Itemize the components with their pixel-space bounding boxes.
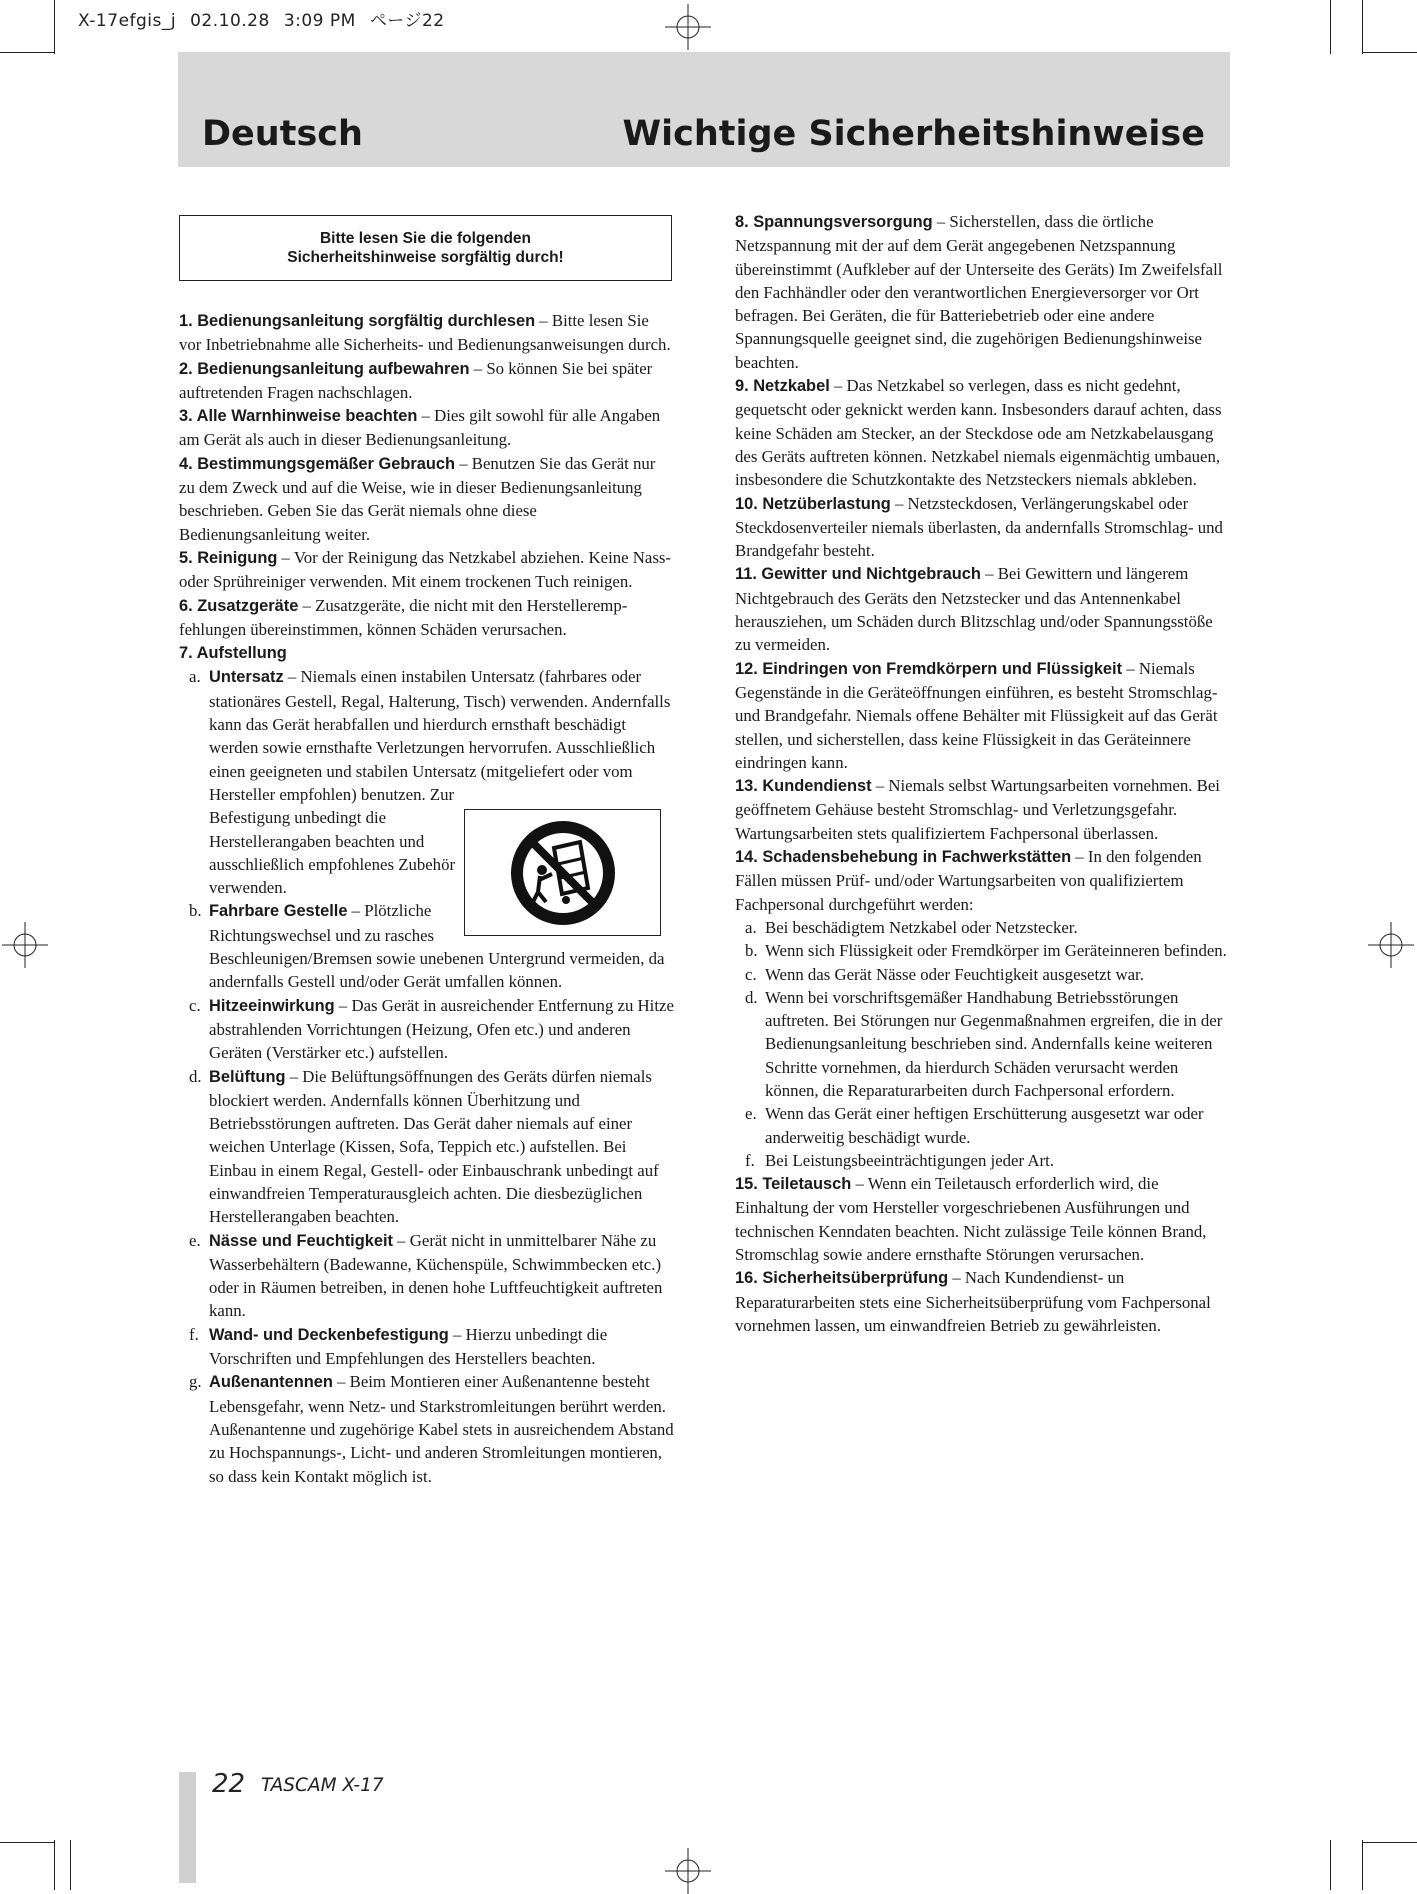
sub-item-d (179, 1065, 675, 1229)
registration-mark-icon (1368, 922, 1414, 968)
safety-item-1 (179, 309, 675, 357)
item-heading: Belüftung (209, 1067, 286, 1086)
item-text: – Vor der Reinigung das Netzkabel abziehen. Keine Nass- oder Sprühreiniger verwenden. Mit einem trockenen Tuch reinigen. (179, 547, 671, 592)
safety-item-10 (735, 492, 1231, 563)
notice-box (179, 215, 672, 281)
sub-item-c (179, 994, 675, 1065)
sub-marker: f. (189, 1324, 199, 1344)
sub-marker: a. (189, 667, 201, 687)
safety-item-8 (735, 210, 1231, 374)
item-heading: Untersatz (209, 668, 284, 687)
crop-mark (1362, 1842, 1417, 1843)
item-heading: Nässe und Feuchtigkeit (209, 1231, 393, 1250)
sub-marker: f. (745, 1150, 755, 1170)
item-heading: 14. Schadensbehebung in Fachwerkstätten (735, 848, 1072, 867)
slug-file: X-17efgis_j (78, 11, 177, 31)
sub-item-b-wrap (179, 806, 675, 993)
item-text: – Gerät nicht in unmittelbarer Nähe zu Wasserbehältern (Badewanne, Küchenspüle, Schwimmbecken etc.) oder in Räumen betreiben, in denen hohe Luftfeuchtigkeit auftreten kann. (209, 1230, 663, 1321)
item-text: – Niemals selbst Wartungsarbeiten vornehmen. Bei geöffnetem Gehäuse besteht Stromschlag- und Verletzungsgefahr. Wartungsarbeiten stets qualifiziertem Fachpersonal überlassen. (735, 776, 1220, 843)
sub-item-14b (735, 939, 1231, 962)
crop-mark (1330, 0, 1331, 54)
item-text: Bei Leistungsbeeinträchtigungen jeder Art. (765, 1150, 1054, 1170)
safety-item-4 (179, 452, 675, 546)
sub-marker: e. (745, 1104, 757, 1124)
item-text: – Bitte lesen Sie vor Inbetriebnahme alle Sicherheits- und Bedienungsanweisungen durch. (179, 311, 671, 355)
item-heading: 7. Aufstellung (179, 644, 287, 663)
safety-item-15 (735, 1172, 1231, 1266)
crop-mark (54, 0, 55, 54)
right-column (735, 210, 1231, 1337)
item-heading: 3. Alle Warnhinweise beachten (179, 407, 418, 426)
slug-time: 3:09 PM (283, 11, 356, 31)
item-heading: 9. Netzkabel (735, 377, 830, 396)
item-heading: Fahrbare Gestelle (209, 902, 348, 921)
slug-page: ページ22 (369, 11, 445, 31)
brand-label: TASCAM X-17 (261, 1775, 384, 1796)
crop-mark (1362, 0, 1363, 54)
print-slug (78, 6, 459, 31)
item-heading: 10. Netzüberlastung (735, 494, 891, 513)
item-text: Wenn bei vorschriftsgemäßer Handhabung Betriebsstörungen auftreten. Bei Störungen nur Gegenmaßnahmen ergreifen, die in der Bedienungsanleitung beschrieben sind. Andernfalls keine weiteren Schritte vornehmen, da hierdurch Schäden verursacht werden können, die Reparaturarbeiten durch Fachpersonal erfordern. (765, 987, 1223, 1100)
item-heading: 15. Teiletausch (735, 1175, 852, 1194)
crop-mark (1362, 1840, 1363, 1890)
safety-item-12 (735, 657, 1231, 774)
safety-item-11 (735, 562, 1231, 656)
page-title: Wichtige Sicherheitshinweise (622, 114, 1205, 154)
item-text: Wenn das Gerät einer heftigen Erschütterung ausgesetzt war oder anderweitig beschädigt wurde. (765, 1104, 1204, 1147)
item-text: Bei beschädigtem Netzkabel oder Netzstecker. (765, 917, 1078, 937)
sub-item-14f (735, 1149, 1231, 1172)
registration-mark-icon (665, 4, 711, 50)
sub-marker: g. (189, 1372, 202, 1392)
sub-marker: c. (189, 995, 201, 1015)
item-text: – Zusatzgeräte, die nicht mit den Herstelleremp-fehlungen übereinstimmen, können Schäden verursachen. (179, 595, 628, 639)
item-text: – Plötzliche Richtungswechsel und zu rasches Beschleunigen/Bremsen sowie unebenen Untergrund vermeiden, da andernfalls Gestell und/oder Gerät umfallen können. (209, 901, 665, 992)
sub-marker: b. (189, 901, 202, 921)
item-heading: 11. Gewitter und Nichtgebrauch (735, 565, 981, 584)
item-heading: Hitzeeinwirkung (209, 996, 335, 1015)
sub-marker: a. (745, 917, 757, 937)
safety-item-2 (179, 357, 675, 405)
item-text: – Sicherstellen, dass die örtliche Netzspannung mit der auf dem Gerät angegebenen Netzspannung übereinstimmt (Aufkleber auf der Unterseite des Geräts) Im Zweifelsfall den Fachhändler oder den verantwortlichen Energieversorger vor Ort befragen. Bei Geräten, die für Batteriebetrieb oder eine andere Spannungsquelle geeignet sind, die zugehörigen Bedienungshinweise beachten. (735, 212, 1223, 372)
item-text: – Dies gilt sowohl für alle Angaben am Gerät als auch in dieser Bedienungsanleitung. (179, 406, 661, 450)
item-text: – Nach Kundendienst- un Reparaturarbeiten stets eine Sicherheitsüberprüfung vom Fachpersonal vornehmen lassen, um einwandfreien Betrieb zu gewährleisten. (735, 1268, 1211, 1335)
sub-marker: b. (745, 941, 758, 961)
registration-mark-icon (665, 1848, 711, 1894)
crop-mark (70, 1840, 71, 1890)
sub-item-e (179, 1229, 675, 1323)
sub-item-14d (735, 986, 1231, 1102)
item-heading: 4. Bestimmungsgemäßer Gebrauch (179, 454, 455, 473)
sub-item-14c (735, 963, 1231, 986)
page-number: 22 (212, 1769, 246, 1799)
sub-item-a (179, 665, 675, 806)
safety-item-7 (179, 641, 675, 665)
sub-item-f (179, 1323, 675, 1371)
item-text: – So können Sie bei später auftretenden Fragen nachschlagen. (179, 358, 653, 402)
footer-bar (179, 1772, 196, 1883)
item-heading: 8. Spannungsversorgung (735, 213, 933, 231)
sub-item-14e (735, 1102, 1231, 1149)
item-heading: 6. Zusatzgeräte (179, 596, 299, 615)
crop-mark (1330, 1840, 1331, 1890)
sub-marker: e. (189, 1230, 201, 1250)
item-text: – Das Netzkabel so verlegen, dass es nicht gedehnt, gequetscht oder geknickt werden kann. Insbesonders darauf achten, dass keine Schäden am Stecker, an der Steckdose ode am Netzkabelausgang des Geräts auftreten können. Netzkabel niemals eigenmächtig umbauen, insbesondere die Schutzkontakte des Netzsteckers niemals abkleben. (735, 376, 1222, 490)
item-heading: 12. Eindringen von Fremdkörpern und Flüssigkeit (735, 659, 1123, 678)
item-heading: 16. Sicherheitsüberprüfung (735, 1269, 949, 1288)
safety-item-5 (179, 546, 675, 594)
item-text: Befestigung unbedingt die Herstellerangaben beachten und ausschließlich empfohlenes Zubehör verwenden. (209, 808, 456, 898)
sub-item-b (179, 899, 675, 993)
sub-marker: d. (189, 1066, 202, 1086)
crop-mark (54, 1840, 55, 1890)
safety-item-3 (179, 404, 675, 452)
item-text: – Benutzen Sie das Gerät nur zu dem Zweck und auf die Weise, wie in dieser Bedienungsanleitung beschrieben. Geben Sie das Gerät niemals ohne diese Bedienungsanleitung weiter. (179, 453, 656, 544)
safety-item-13 (735, 774, 1231, 845)
registration-mark-icon (2, 922, 48, 968)
sub-marker: d. (745, 987, 758, 1007)
safety-item-14 (735, 845, 1231, 916)
item-text: – Die Belüftungsöffnungen des Geräts dürfen niemals blockiert werden. Andernfalls können Überhitzung und Betriebsstörungen auftreten. Das Gerät daher niemals auf einer weichen Unterlage (Kissen, Sofa, Teppich etc.) aufstellen. Bei Einbau in einem Regal, Gestell- oder Einbauschrank unbedingt auf einwandfreien Temperaturausgleich achten. Die diesbezüglichen Herstellerangaben beachten. (209, 1066, 659, 1227)
safety-item-6 (179, 594, 675, 642)
item-heading: Außenantennen (209, 1373, 333, 1392)
item-text: – Beim Montieren einer Außenantenne besteht Lebensgefahr, wenn Netz- und Starkstromleitungen berührt werden. Außenantenne und zugehörige Kabel stets in ausreichendem Abstand zu Hochspannungs-, Licht- und anderen Stromleitungen montieren, so dass kein Kontakt möglich ist. (209, 1372, 674, 1486)
language-title: Deutsch (202, 114, 363, 154)
item-text: Wenn sich Flüssigkeit oder Fremdkörper im Geräteinneren befinden. (765, 941, 1227, 961)
item-heading: 5. Reinigung (179, 548, 278, 567)
item-heading: 1. Bedienungsanleitung sorgfältig durchlesen (179, 312, 536, 330)
crop-mark (0, 52, 54, 53)
sub-item-14a (735, 916, 1231, 939)
item-text: – In den folgenden Fällen müssen Prüf- und/oder Wartungsarbeiten von qualifiziertem Fachpersonal durchgeführt werden: (735, 847, 1202, 914)
item-text: – Das Gerät in ausreichender Entfernung zu Hitze abstrahlenden Vorrichtungen (Heizung, Ofen etc.) und anderen Geräten (Verstärker etc.) aufstellen. (209, 995, 674, 1063)
item-text: – Hierzu unbedingt die Vorschriften und Empfehlungen des Herstellers beachten. (209, 1324, 608, 1369)
sub-marker: c. (745, 964, 757, 984)
item-text: Wenn das Gerät Nässe oder Feuchtigkeit ausgesetzt war. (765, 964, 1144, 984)
item-heading: 2. Bedienungsanleitung aufbewahren (179, 359, 470, 378)
item-text: – Netzsteckdosen, Verlängerungskabel oder Steckdosenverteiler niemals überlasten, da andernfalls Stromschlag- und Brandgefahr besteht. (735, 493, 1223, 561)
safety-item-9 (735, 374, 1231, 491)
left-column (179, 309, 675, 1488)
item-text: – Bei Gewittern und längerem Nichtgebrauch des Geräts den Netzstecker und das Antennenkabel herausziehen, um Schäden durch Blitzschlag und/oder Spannungsstöße zu vermeiden. (735, 564, 1213, 655)
crop-mark (1362, 52, 1417, 53)
item-heading: Wand- und Deckenbefestigung (209, 1325, 449, 1344)
sub-item-g (179, 1370, 675, 1487)
item-text: – Niemals einen instabilen Untersatz (fahrbares oder stationäres Gestell, Regal, Halterung, Tisch) verwenden. Andernfalls kann das Gerät herabfallen und hierdurch ernsthaft beschädigt werden sowie ernsthafte Verletzungen hervorrufen. Ausschließlich einen geeigneten und stabilen Untersatz (mitgeliefert oder vom Hersteller empfohlen) benutzen. Zur (209, 667, 671, 804)
safety-item-16 (735, 1266, 1231, 1337)
item-heading: 13. Kundendienst (735, 777, 872, 796)
slug-date: 02.10.28 (190, 11, 270, 31)
crop-mark (0, 1842, 54, 1843)
notice-line: Bitte lesen Sie die folgenden (319, 230, 531, 247)
item-text: – Wenn ein Teiletausch erforderlich wird, die Einhaltung der vom Hersteller vorgeschriebenen Ausführungen und technischen Kenndaten beachten. Nicht zulässige Teile können Brand, Stromschlag sowie andere ernsthafte Störungen verursachen. (735, 1174, 1207, 1265)
notice-line: Sicherheitshinweise sorgfältig durch! (287, 249, 564, 266)
item-text: – Niemals Gegenstände in die Geräteöffnungen einführen, es besteht Stromschlag- und Brandgefahr. Niemals offene Behälter mit Flüssigkeit auf das Gerät stellen, und sicherstellen, dass keine Flüssigkeit in das Geräteinnere eindringen kann. (735, 658, 1218, 772)
